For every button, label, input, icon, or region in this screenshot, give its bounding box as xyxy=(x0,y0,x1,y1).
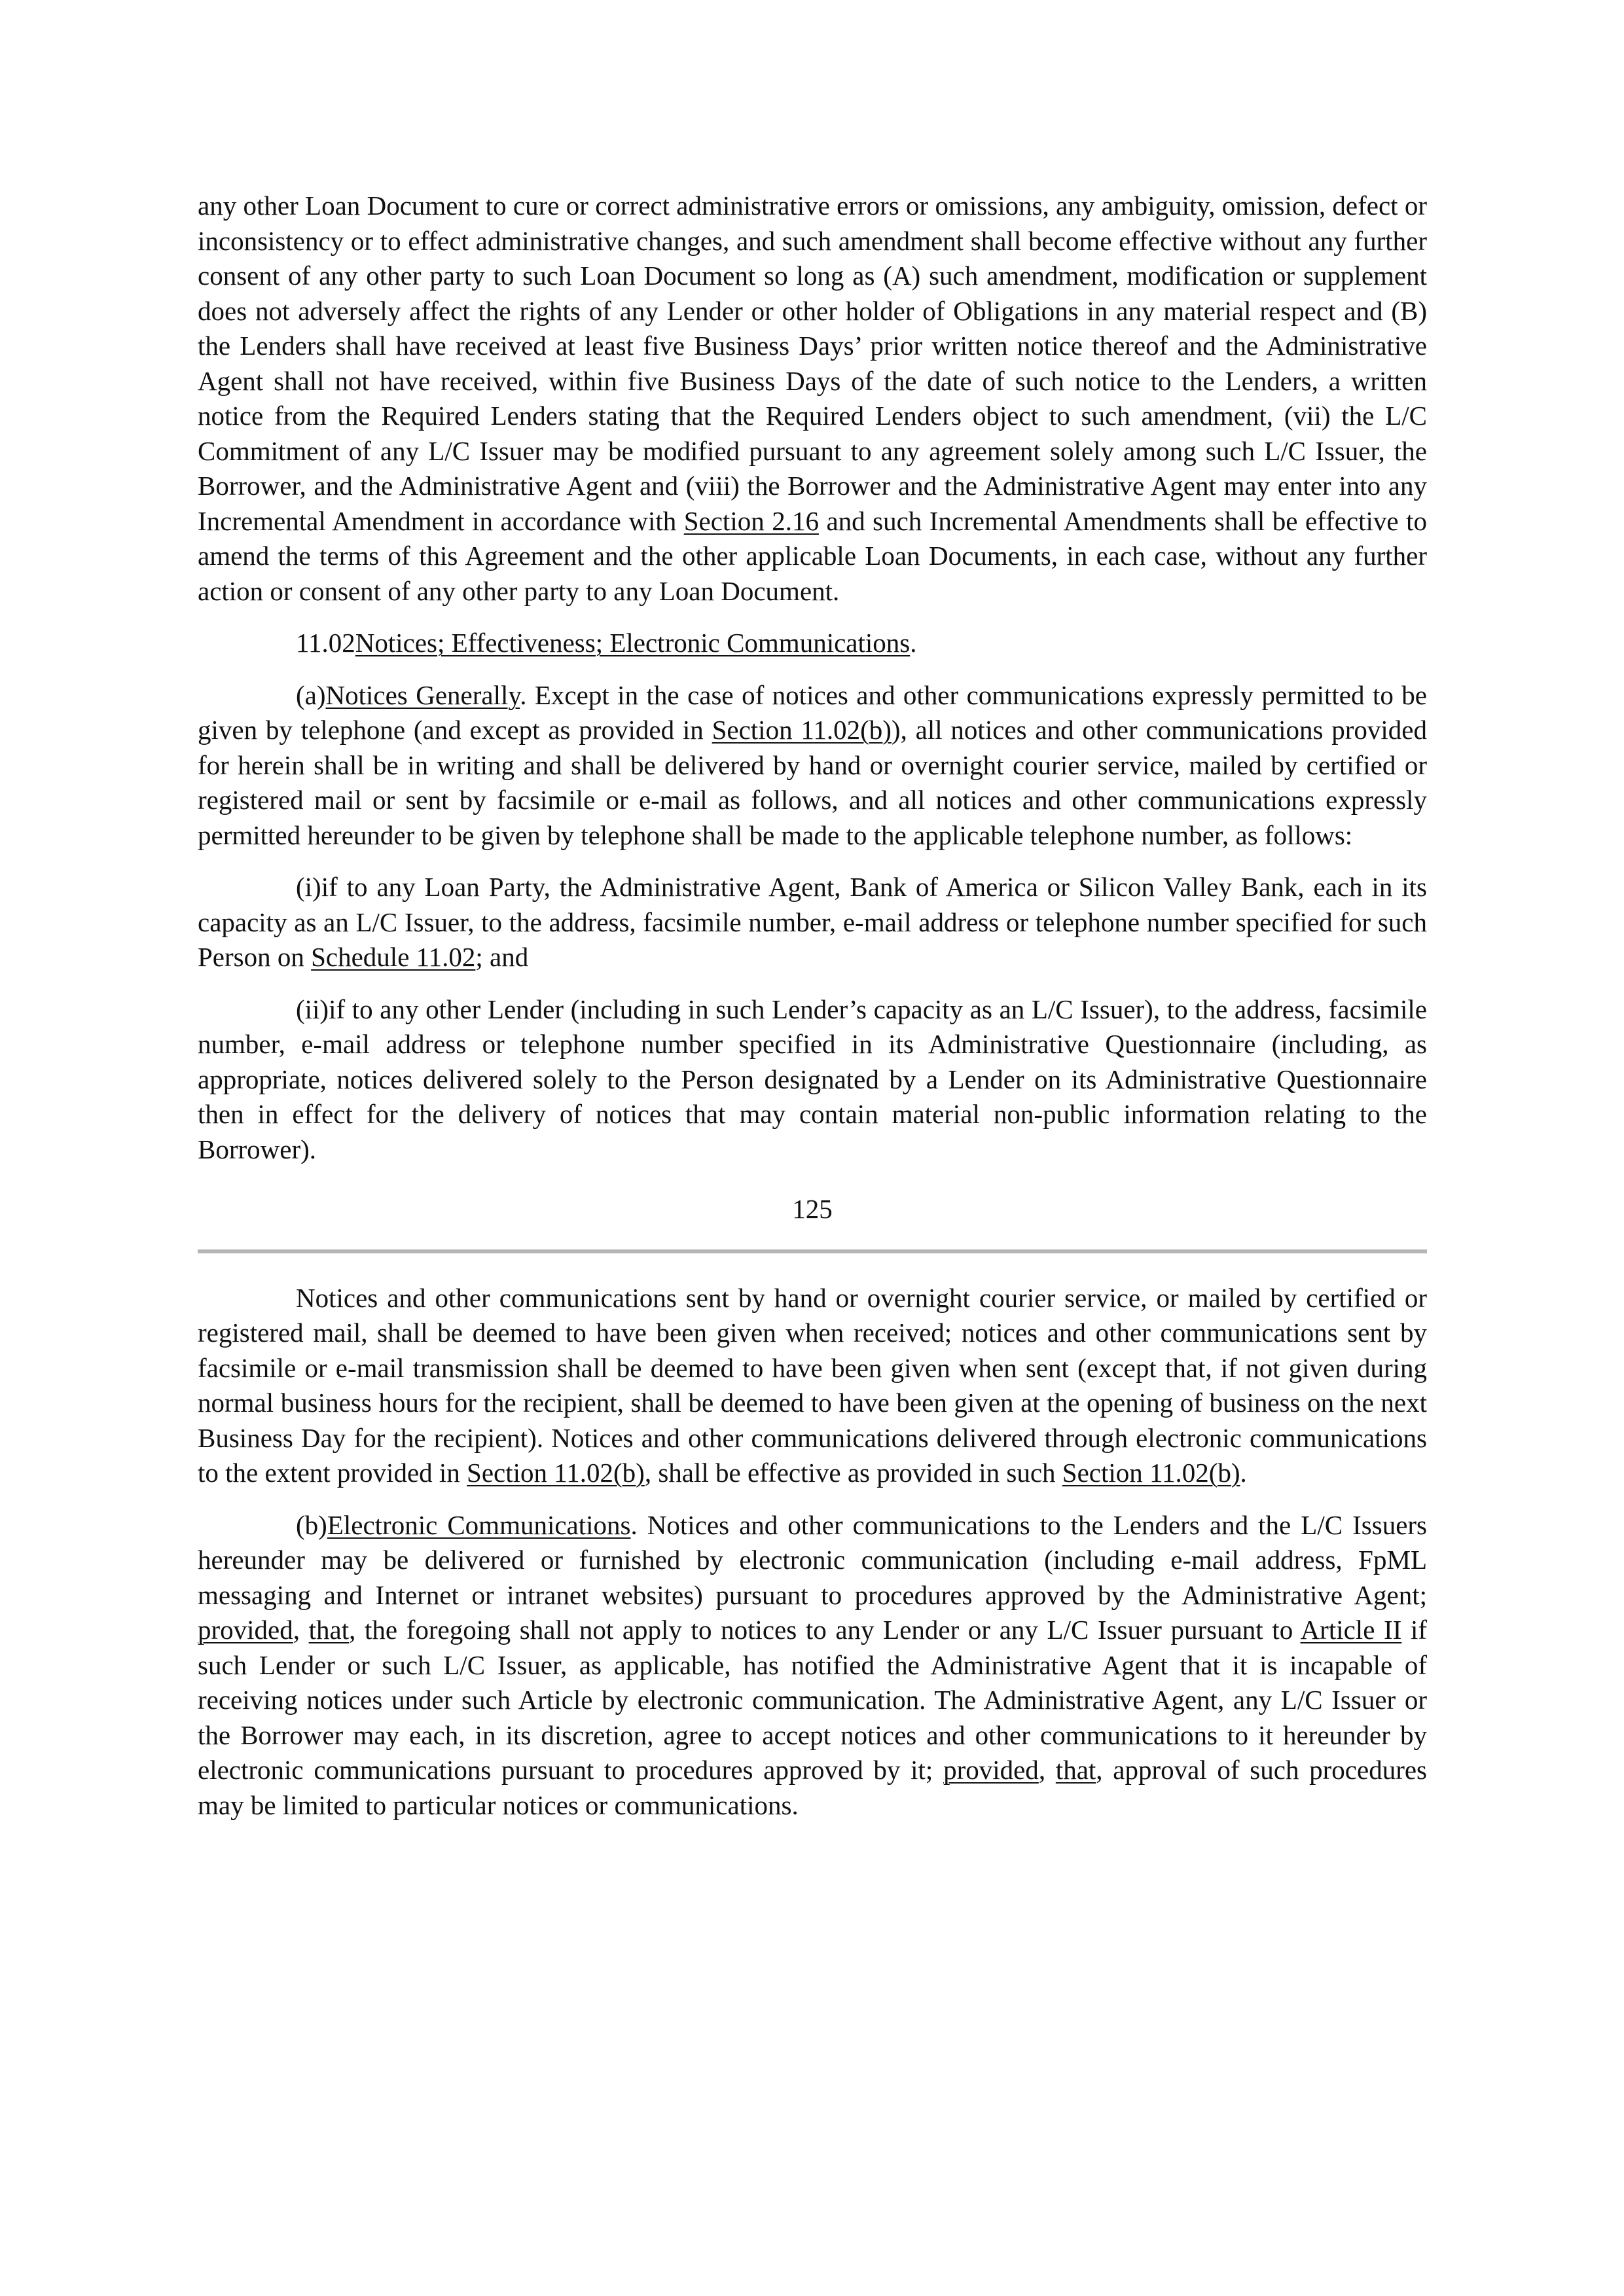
proviso-that: that xyxy=(1055,1755,1096,1785)
clause-label: (a) xyxy=(296,679,326,710)
paragraph-amendments-continued: any other Loan Document to cure or correct administrative errors or omissions, any ambiguity, omission, defect or inconsistency or to effect administrative changes, and such amendment shall become effective without any further consent of any other party to such Loan Document so long as (A) such amendment, modification or supplement does not adversely affect the rights of any Lender or other holder of Obligations in any material respect and (B) the Lenders shall have received at least five Business Days’ prior written notice thereof and the Administrative Agent shall not have received, within five Business Days of the date of such notice to the Lenders, a written notice from the Required Lenders stating that the Required Lenders object to such amendment, (vii) the L/C Commitment of any L/C Issuer may be modified pursuant to any agreement solely among such L/C Issuer, the Borrower, and the Administrative Agent and (viii) the Borrower and the Administrative Agent may enter into any Incremental Amendment in accordance with Section 2.16 and such Incremental Amendments shall be effective to amend the terms of this Agreement and the other applicable Loan Documents, in each case, without any further action or consent of any other party to any Loan Document. xyxy=(198,190,1427,606)
proviso-provided: provided xyxy=(198,1615,293,1645)
paragraph-notices-delivery: Notices and other communications sent by hand or overnight courier service, or mailed by certified or registered mail, shall be deemed to have been given when received; notices and other communications sent by facsimile or e-mail transmission shall be deemed to have been given when sent (except that, if not given during normal business hours for the recipient, shall be deemed to have been given at the opening of business on the next Business Day for the recipient). Notices and other communications delivered through electronic communications to the extent provided in Section 11.02(b), shall be effective as provided in such Section 11.02(b). xyxy=(198,1282,1427,1488)
page-divider xyxy=(198,1249,1427,1253)
paragraph-i-loan-party: (i)if to any Loan Party, the Administrative Agent, Bank of America or Silicon Valley Bank, each in its capacity as an L/C Issuer, to the address, facsimile number, e-mail address or telephone number specified for such Person on Schedule 11.02; and xyxy=(198,872,1427,972)
cross-reference-article-ii: Article II xyxy=(1300,1615,1402,1645)
clause-title: Notices Generally xyxy=(325,679,520,710)
clause-label: (b) xyxy=(296,1509,327,1540)
page-number: 125 xyxy=(792,1194,833,1224)
section-number: 11.02 xyxy=(296,628,355,658)
cross-reference-schedule-11-02: Schedule 11.02 xyxy=(311,942,476,972)
clause-label: (ii) xyxy=(296,994,329,1024)
cross-reference-section-11-02-b: Section 11.02(b) xyxy=(712,715,892,745)
clause-label: (i) xyxy=(296,872,321,902)
clause-title: Electronic Communications xyxy=(327,1509,631,1540)
section-heading-11-02: 11.02Notices; Effectiveness; Electronic Communications. xyxy=(296,628,917,658)
proviso-that: that xyxy=(308,1615,350,1645)
proviso-provided: provided xyxy=(943,1755,1039,1785)
section-title: Notices; Effectiveness; Electronic Communications xyxy=(355,628,911,658)
cross-reference-section-2-16: Section 2.16 xyxy=(683,505,819,536)
cross-reference-section-11-02-b: Section 11.02(b) xyxy=(467,1458,645,1488)
paragraph-a-notices-generally: (a)Notices Generally. Except in the case of notices and other communications expressly permitted to be given by telephone (and except as provided in Section 11.02(b)), all notices and other communications provided for herein shall be in writing and shall be delivered by hand or overnight courier service, mailed by certified or registered mail or sent by facsimile or e-mail as follows, and all notices and other communications expressly permitted hereunder to be given by telephone shall be made to the applicable telephone number, as follows: xyxy=(198,679,1427,850)
paragraph-ii-other-lender: (ii)if to any other Lender (including in such Lender’s capacity as an L/C Issuer), to the address, facsimile number, e-mail address or telephone number specified in its Administrative Questionnaire (including, as appropriate, notices delivered solely to the Person designated by a Lender on its Administrative Questionnaire then in effect for the delivery of notices that may contain material non-public information relating to the Borrower). xyxy=(198,994,1427,1164)
cross-reference-section-11-02-b: Section 11.02(b) xyxy=(1062,1458,1240,1488)
paragraph-b-electronic-communications: (b)Electronic Communications. Notices and other communications to the Lenders and the L/C Issuers hereunder may be delivered or furnished by electronic communication (including e-mail address, FpML messaging and Internet or intranet websites) pursuant to procedures approved by the Administrative Agent; provided, that, the foregoing shall not apply to notices to any Lender or any L/C Issuer pursuant to Article II if such Lender or such L/C Issuer, as applicable, has notified the Administrative Agent that it is incapable of receiving notices under such Article by electronic communication. The Administrative Agent, any L/C Issuer or the Borrower may each, in its discretion, agree to accept notices and other communications to it hereunder by electronic communications pursuant to procedures approved by it; provided, that, approval of such procedures may be limited to particular notices or communications. xyxy=(198,1509,1428,1820)
document-page xyxy=(198,188,1427,1823)
